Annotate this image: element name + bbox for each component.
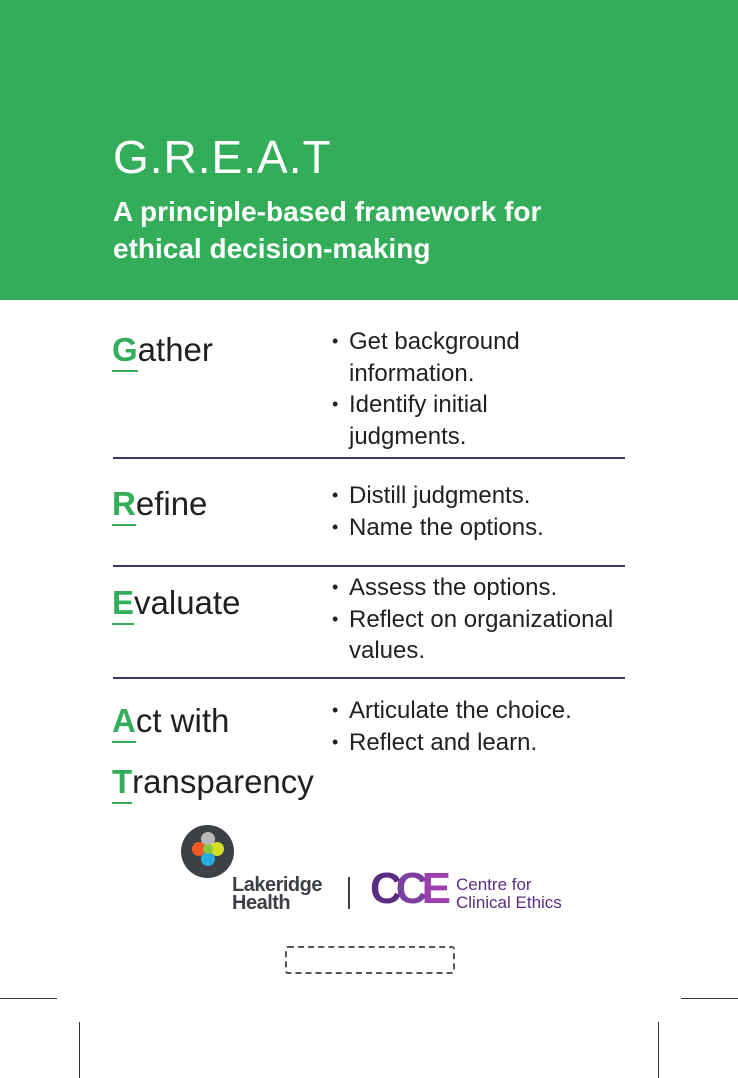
step-evaluate-letter: E [112, 584, 134, 625]
crop-mark [79, 1022, 80, 1078]
hang-slot-cutline [285, 946, 455, 974]
header-banner [0, 0, 738, 300]
bullet-item: • Name the options. [332, 512, 632, 544]
bullet-item: • Reflect on organizational values. [332, 604, 652, 667]
section-divider [113, 565, 625, 567]
bullet-item: • Distill judgments. [332, 480, 632, 512]
bullet-item: • Identify initial judgments. [332, 389, 562, 452]
step-transparency-letter: T [112, 763, 132, 804]
step-evaluate-bullets [332, 572, 652, 667]
step-gather-name [112, 333, 213, 366]
step-refine-letter: R [112, 485, 136, 526]
step-refine-rest: efine [135, 485, 208, 522]
page-subtitle [113, 193, 673, 267]
step-evaluate-rest: valuate [134, 584, 241, 621]
bullet-item: • Get background information. [332, 326, 562, 389]
bullet-item: • Assess the options. [332, 572, 652, 604]
step-transparency-name [112, 765, 314, 798]
step-act-rest: ct with [135, 702, 230, 739]
subtitle-line-2: ethical decision-making [113, 233, 431, 264]
cce-logo-text: Centre for Clinical Ethics [456, 875, 562, 912]
cce-logo-mark: CCE [370, 864, 445, 913]
step-act-letter: A [112, 702, 136, 743]
step-evaluate-name [112, 586, 240, 619]
step-gather-bullets [332, 326, 562, 452]
lakeridge-health-logo-text: Lakeridge Health [232, 874, 322, 914]
step-refine-bullets [332, 480, 632, 543]
crop-mark [658, 1022, 659, 1078]
bullet-item: • Articulate the choice. [332, 695, 632, 727]
lakeridge-health-logo-icon [181, 825, 234, 878]
crop-mark [681, 998, 738, 999]
step-gather-rest: ather [137, 331, 213, 368]
page-title: G.R.E.A.T [113, 131, 332, 183]
step-act-name [112, 704, 229, 737]
crop-mark [0, 998, 57, 999]
step-gather-letter: G [112, 331, 138, 372]
section-divider [113, 677, 625, 679]
bullet-item: • Reflect and learn. [332, 727, 632, 759]
logo-divider [348, 877, 350, 909]
section-divider [113, 457, 625, 459]
subtitle-line-1: A principle-based framework for [113, 196, 542, 227]
step-transparency-rest: ransparency [132, 763, 314, 800]
step-refine-name [112, 487, 207, 520]
step-act-bullets [332, 695, 632, 758]
